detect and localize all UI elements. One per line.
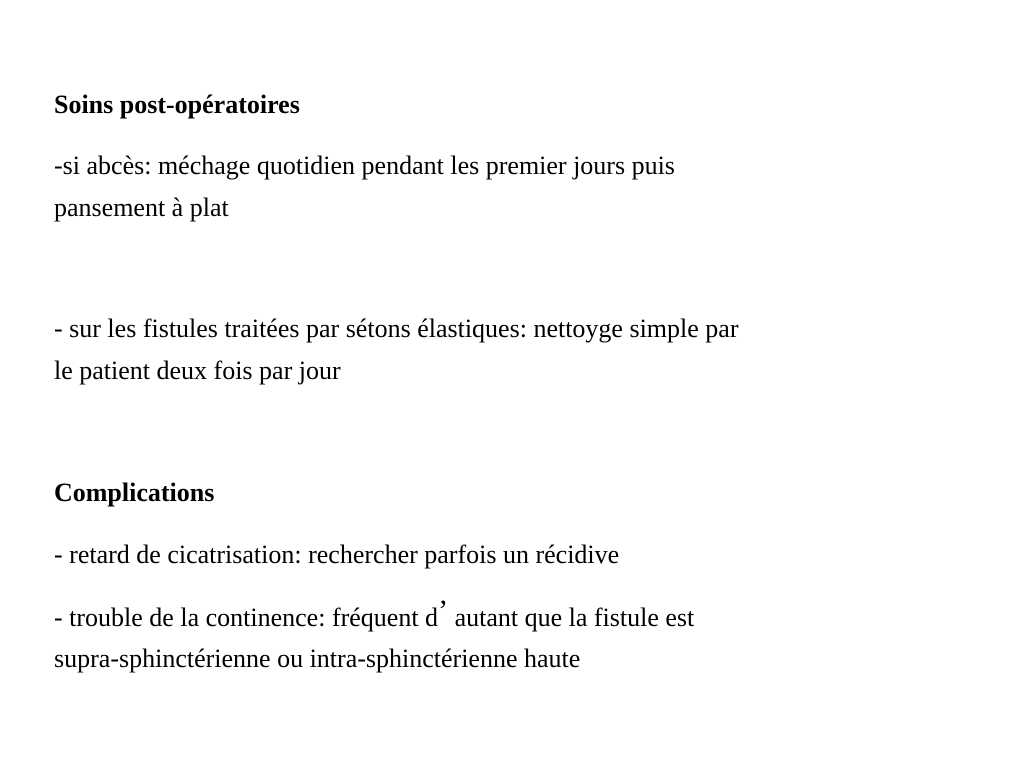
soins-item-1-line-1: -si abcès: méchage quotidien pendant les premier jours puis	[54, 151, 675, 180]
complications-item-1: - retard de cicatrisation: rechercher parfois un récidive	[54, 540, 620, 569]
soins-item-1-line-2: pansement à plat	[54, 193, 229, 222]
soins-item-2-line-2: le patient deux fois par jour	[54, 356, 341, 385]
complications-heading: Complications	[54, 478, 215, 507]
complications-item-2-end: autant que la fistule est	[448, 603, 695, 632]
complications-item-2-start: - trouble de la continence: fréquent d	[54, 603, 439, 632]
soins-item-2-line-1: - sur les fistules traitées par sétons élastiques: nettoyge simple par	[54, 314, 739, 343]
complications-item-2-line-1	[54, 596, 694, 639]
complications-item-2-line-2: supra-sphinctérienne ou intra-sphinctérienne haute	[54, 644, 581, 673]
soins-heading: Soins post-opératoires	[54, 90, 300, 119]
apostrophe-glyph: ’	[438, 594, 449, 627]
